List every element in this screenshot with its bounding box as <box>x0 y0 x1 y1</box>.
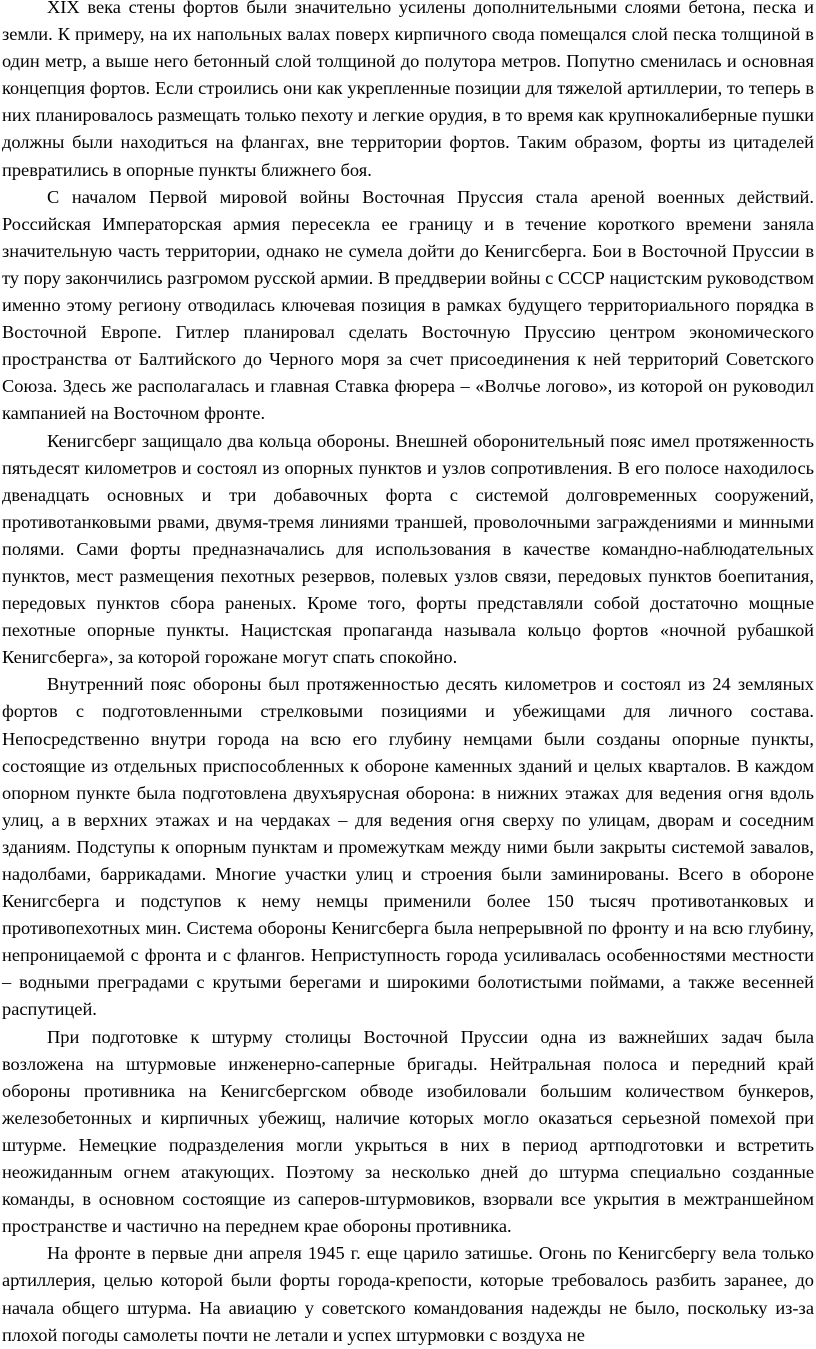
paragraph-assault-preparation: При подготовке к штурму столицы Восточной Пруссии одна из важнейших задач была возложена на штурмовые инженерно-саперные бригады. Нейтральная полоса и передний край обороны противника на Кенигсбергском обводе изобиловали большим количеством бункеров, железобетонных и кирпичных убежищ, наличие которых могло оказаться серьезной помехой при штурме. Немецкие подразделения могли укрыться в них в период артподготовки и встретить неожиданным огнем атакующих. Поэтому за несколько дней до штурма специально созданные команды, в основном состоящие из саперов-штурмовиков, взорвали все укрытия в межтраншейном пространстве и частично на переднем крае обороны противника. <box>2 1026 814 1237</box>
paragraph-inner-defense-ring: Внутренний пояс обороны был протяженностью десять километров и состоял из 24 земляных фортов с подготовленными стрелковыми позициями и убежищами для личного состава. Непосредственно внутри города на всю его глубину немцами были созданы опорные пункты, состоящие из отдельных приспособленных к обороне каменных зданий и целых кварталов. В каждом опорном пункте была подготовлена двухъярусная оборона: в нижних этажах для ведения огня вдоль улиц, а в верхних этажах и на чердаках – для ведения огня сверху по улицам, дворам и соседним зданиям. Подступы к опорным пунктам и промежуткам между ними были закрыты системой завалов, надолбами, баррикадами. Многие участки улиц и строения были заминированы. Всего в обороне Кенигсберга и подступов к нему немцы применили более 150 тысяч противотанковых и противопехотных мин. Система обороны Кенигсберга была непрерывной по фронту и на всю глубину, непроницаемой с фронта и с флангов. Неприступность города усиливалась особенностями местности – водными преградами с крутыми берегами и широкими болотистыми поймами, а также весенней распутицей. <box>2 674 814 1020</box>
paragraph-world-war-one: С началом Первой мировой войны Восточная Пруссия стала ареной военных действий. Российская Императорская армия пересекла ее границу и в течение короткого времени заняла значительную часть территории, однако не сумела дойти до Кенигсберга. Бои в Восточной Пруссии в ту пору закончились разгромом русской армии. В преддверии войны с СССР нацистским руководством именно этому региону отводилась ключевая позиция в рамках будущего территориального порядка в Восточной Европе. Гитлер планировал сделать Восточную Пруссию центром экономического пространства от Балтийского до Черного моря за счет присоединения к ней территорий Советского Союза. Здесь же располагалась и главная Ставка фюрера – «Волчье логово», из которой он руководил кампанией на Восточном фронте. <box>2 186 814 424</box>
paragraph-april-1945: На фронте в первые дни апреля 1945 г. еще царило затишье. Огонь по Кенигсбергу вела только артиллерия, целью которой были форты города-крепости, которые требовалось разбить заранее, до начала общего штурма. На авиацию у советского командования надежды не было, поскольку из-за плохой погоды самолеты почти не летали и успех штурмовки с воздуха не <box>2 1243 814 1345</box>
paragraph-forts-reinforcement: XIX века стены фортов были значительно усилены дополнительными слоями бетона, песка и земли. К примеру, на их напольных валах поверх кирпичного свода помещался слой песка толщиной в один метр, а выше него бетонный слой толщиной до полутора метров. Попутно сменилась и основная концепция фортов. Если строились они как укрепленные позиции для тяжелой артиллерии, то теперь в них планировалось размещать только пехоту и легкие орудия, в то время как крупнокалиберные пушки должны были находиться на флангах, вне территории фортов. Таким образом, форты из цитаделей превратились в опорные пункты ближнего боя. <box>2 0 814 180</box>
paragraph-outer-defense-ring: Кенигсберг защищало два кольца обороны. Внешней оборонительный пояс имел протяженность пятьдесят километров и состоял из опорных пунктов и узлов сопротивления. В его полосе находилось двенадцать основных и три добавочных форта с системой долговременных сооружений, противотанковыми рвами, двумя-тремя линиями траншей, проволочными заграждениями и минными полями. Сами форты предназначались для использования в качестве командно-наблюдательных пунктов, мест размещения пехотных резервов, полевых узлов связи, передовых пунктов боепитания, передовых пунктов сбора раненых. Кроме того, форты представляли собой достаточно мощные пехотные опорные пункты. Нацистская пропаганда называла кольцо фортов «ночной рубашкой Кенигсберга», за которой горожане могут спать спокойно. <box>2 430 814 668</box>
